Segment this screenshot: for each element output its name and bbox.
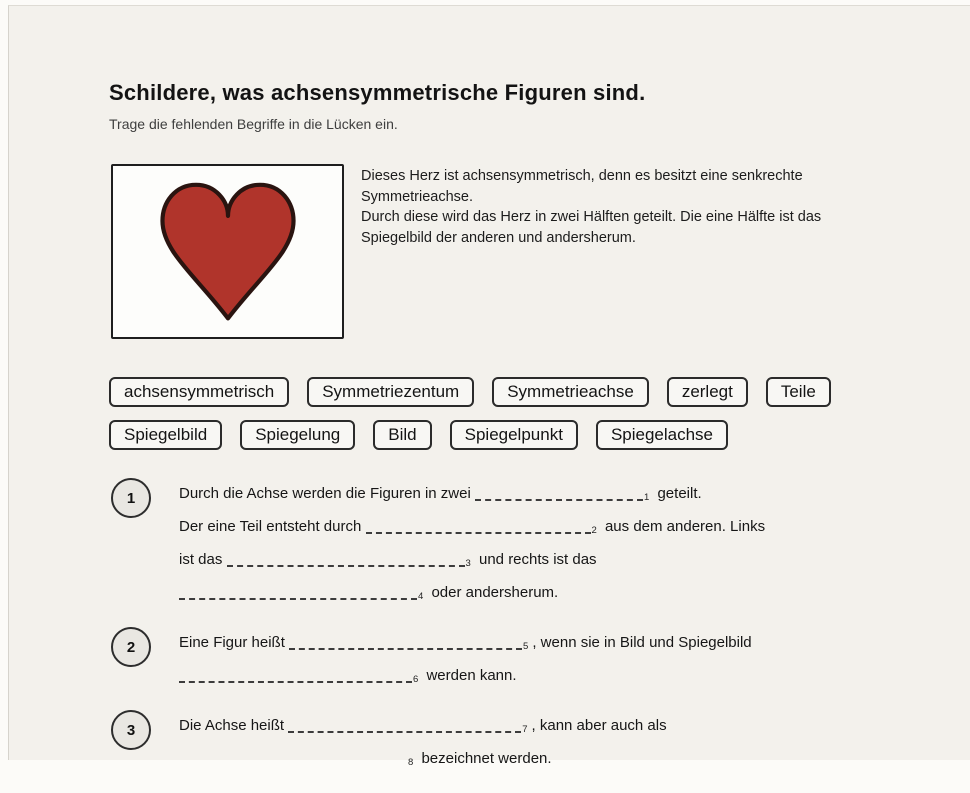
exercise-line: [179, 660, 752, 693]
word-bank: [109, 377, 831, 450]
word-bank-chip[interactable]: Spiegelbild: [109, 420, 222, 450]
exercise-text-segment: und rechts ist das: [474, 551, 597, 568]
exercise-number-badge: 2: [111, 627, 151, 667]
exercise-text: [179, 627, 752, 693]
exercise-item: [111, 710, 901, 776]
heart-image: [144, 173, 312, 331]
figure-row: [111, 164, 881, 339]
exercise-number-badge: 1: [111, 478, 151, 518]
word-bank-chip[interactable]: Spiegelung: [240, 420, 355, 450]
heart-shape: [162, 184, 293, 318]
blank-field-2[interactable]: [366, 522, 591, 534]
exercise-text-segment: Der eine Teil entsteht durch: [179, 518, 366, 535]
exercise-text-segment: , wenn sie in Bild und Spiegelbild: [532, 634, 752, 651]
exercise-number-badge: 3: [111, 710, 151, 750]
word-bank-row: [109, 377, 831, 407]
word-bank-chip[interactable]: Symmetriezentum: [307, 377, 474, 407]
blank-field-5[interactable]: [289, 638, 522, 650]
blank-number: 2: [591, 525, 597, 536]
exercise-line: [179, 478, 765, 511]
exercise-text-segment: bezeichnet werden.: [417, 750, 552, 767]
exercise-text-segment: ist das: [179, 551, 227, 568]
description-line: Symmetrieachse.: [361, 188, 474, 205]
exercise-text-segment: werden kann.: [422, 667, 517, 684]
blank-field-6[interactable]: [179, 671, 412, 683]
worksheet-page: [8, 5, 970, 768]
exercise-line: [179, 577, 765, 610]
word-bank-row: [109, 420, 831, 450]
exercises: [111, 478, 901, 793]
blank-field-7[interactable]: [288, 721, 521, 733]
blank-field-4[interactable]: [179, 588, 417, 600]
blank-number: 4: [418, 591, 424, 602]
exercise-item: [111, 627, 901, 693]
page-subtitle: Trage die fehlenden Begriffe in die Lücken ein.: [109, 116, 398, 132]
blank-number: 1: [644, 492, 650, 503]
word-bank-chip[interactable]: Spiegelachse: [596, 420, 728, 450]
exercise-text-segment: Die Achse heißt: [179, 717, 289, 734]
exercise-text-segment: Durch die Achse werden die Figuren in zwei: [179, 485, 475, 502]
blank-number: 5: [523, 641, 529, 652]
exercise-text-segment: Eine Figur heißt: [179, 634, 290, 651]
exercise-item: [111, 478, 901, 610]
heart-figure-box: [111, 164, 344, 339]
exercise-line: [179, 544, 765, 577]
word-bank-chip[interactable]: Teile: [766, 377, 831, 407]
blank-field-3[interactable]: [227, 555, 465, 567]
word-bank-chip[interactable]: zerlegt: [667, 377, 748, 407]
blank-number: 3: [465, 558, 471, 569]
word-bank-chip[interactable]: Symmetrieachse: [492, 377, 649, 407]
exercise-text: [179, 710, 667, 776]
blank-number: 6: [413, 674, 419, 685]
description-line: Durch diese wird das Herz in zwei Hälften geteilt. Die eine Hälfte ist das: [361, 209, 822, 225]
exercise-text: [179, 478, 765, 610]
heart-description: [361, 166, 881, 339]
blank-field-1[interactable]: [475, 489, 643, 501]
word-bank-chip[interactable]: achsensymmetrisch: [109, 377, 289, 407]
exercise-line: [179, 710, 667, 743]
exercise-text-segment: , kann aber auch als: [531, 717, 667, 734]
indent-spacer: [179, 762, 407, 763]
exercise-text-segment: oder andersherum.: [427, 584, 559, 601]
description-line: Dieses Herz ist achsensymmetrisch, denn es besitzt eine senkrechte: [361, 168, 803, 184]
page-title: Schildere, was achsensymmetrische Figuren sind.: [109, 80, 646, 105]
blank-number: 7: [522, 724, 528, 735]
description-line: Spiegelbild der anderen und andersherum.: [361, 229, 636, 246]
word-bank-chip[interactable]: Bild: [373, 420, 431, 450]
blank-number: 8: [408, 757, 414, 768]
exercise-line: [179, 627, 752, 660]
exercise-text-segment: geteilt.: [653, 485, 702, 502]
exercise-text-segment: aus dem anderen. Links: [600, 518, 766, 535]
exercise-line: [179, 743, 667, 776]
word-bank-chip[interactable]: Spiegelpunkt: [450, 420, 578, 450]
exercise-line: [179, 511, 765, 544]
